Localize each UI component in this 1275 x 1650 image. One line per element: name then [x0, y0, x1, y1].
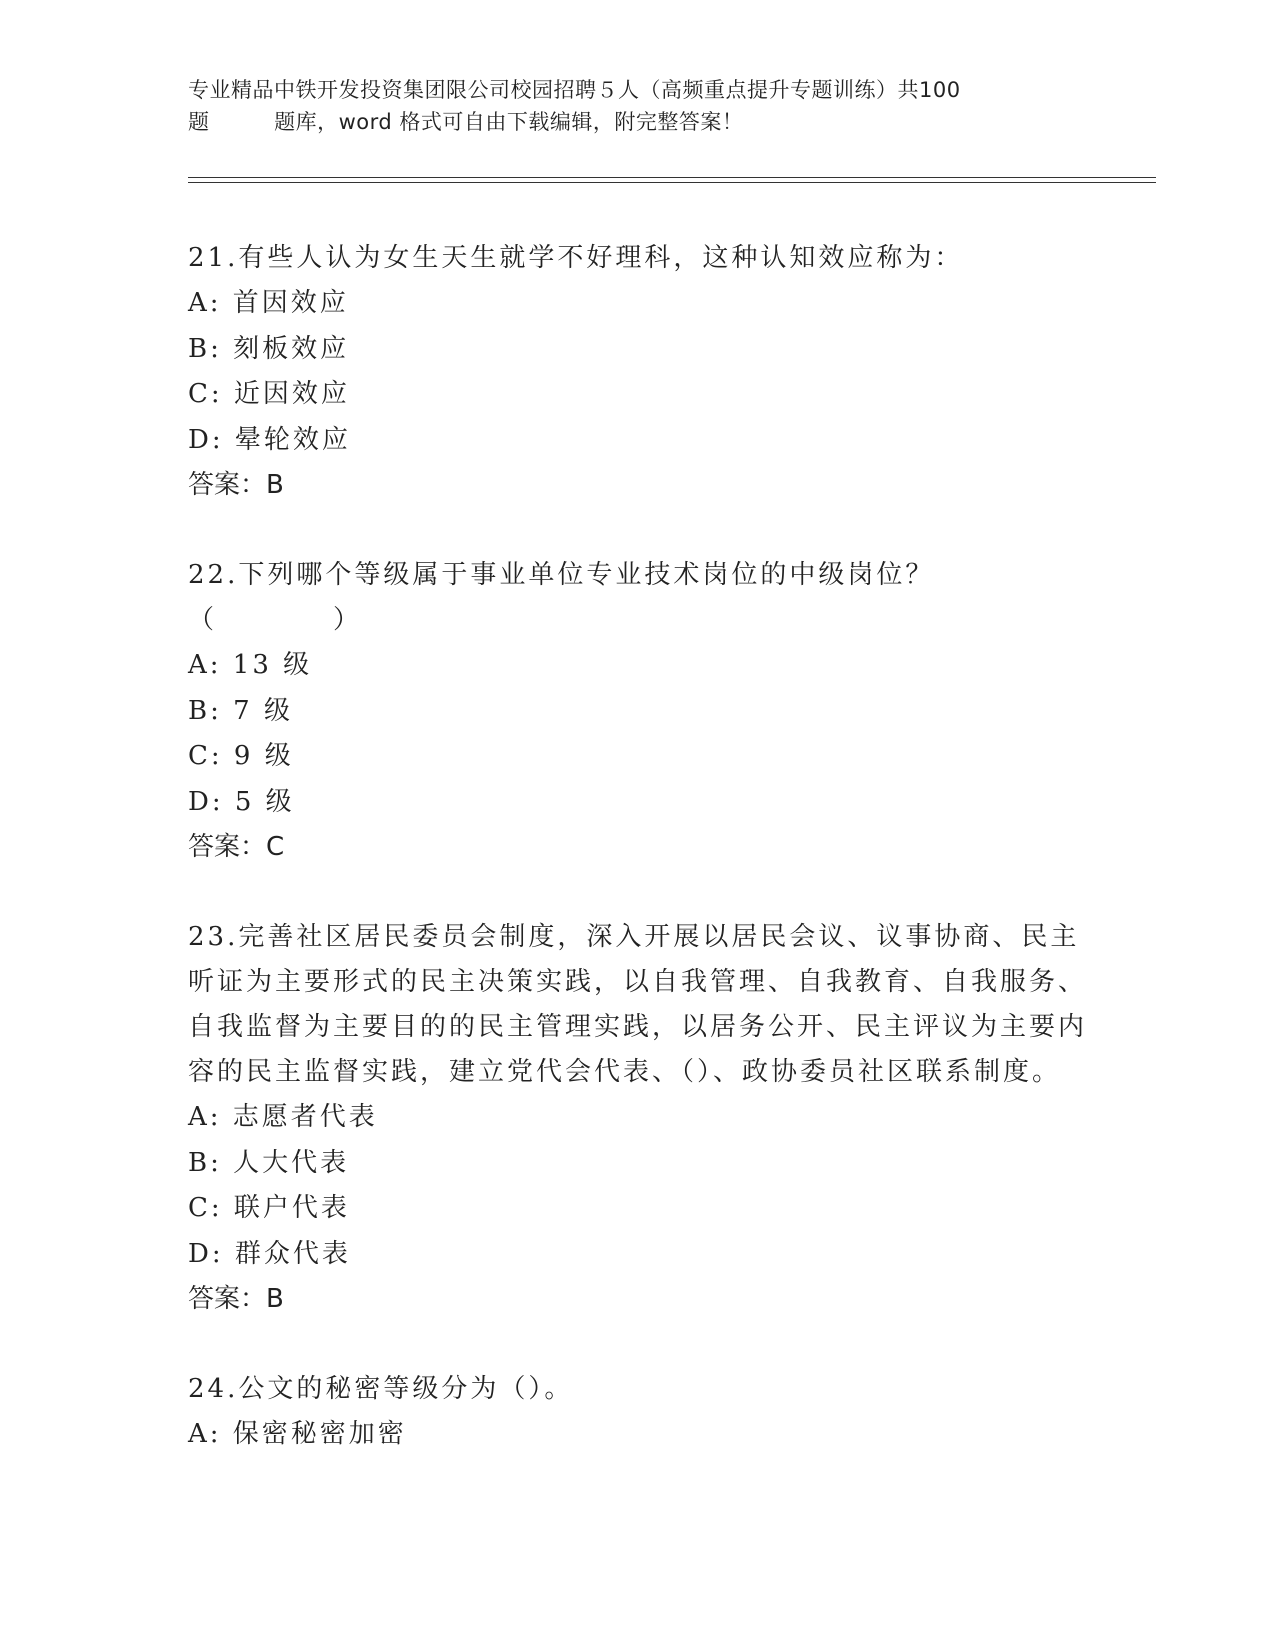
header-divider-top: [188, 177, 1156, 178]
option-c: C: 联户代表: [188, 1193, 350, 1223]
header-line-1: 专业精品中铁开发投资集团限公司校园招聘５人（高频重点提升专题训练）共100: [188, 78, 961, 102]
option-a: A: 13 级: [188, 650, 313, 680]
option-d: D: 群众代表: [188, 1238, 351, 1269]
question-text: 23.完善社区居民委员会制度，深入开展以居民会议、议事协商、民主听证为主要形式的民主决策实践，以自我管理、自我教育、自我服务、自我监督为主要目的的民主管理实践，以居务公开、民主评议为主要内容的民主监督实践，建立党代会代表、（）、政协委员社区联系制度。: [188, 922, 1088, 1087]
option-d: D: 晕轮效应: [188, 424, 351, 455]
option-c: C: 近因效应: [188, 379, 350, 409]
option-a: A: 志愿者代表: [188, 1102, 378, 1132]
header-line-2: 题 题库，word 格式可自由下载编辑，附完整答案！: [188, 110, 744, 134]
option-a: A: 首因效应: [188, 288, 349, 318]
document-header: [188, 74, 1088, 138]
answer-text: 答案：B: [188, 1284, 284, 1314]
question-21: [188, 236, 1088, 508]
option-b: B: 7 级: [188, 695, 293, 726]
option-d: D: 5 级: [188, 786, 295, 817]
option-c: C: 9 级: [188, 741, 294, 771]
answer-text: 答案：C: [188, 832, 285, 862]
question-23: [188, 915, 1088, 1322]
option-b: B: 人大代表: [188, 1147, 350, 1178]
option-b: B: 刻板效应: [188, 333, 350, 364]
question-text: 22.下列哪个等级属于事业单位专业技术岗位的中级岗位？（ ）: [188, 560, 935, 635]
answer-text: 答案：B: [188, 470, 284, 500]
header-divider-bottom: [188, 182, 1156, 183]
question-22: [188, 553, 1088, 870]
option-a: A: 保密秘密加密: [188, 1419, 407, 1449]
question-text: 21.有些人认为女生天生就学不好理科，这种认知效应称为：: [188, 243, 964, 273]
question-24: [188, 1367, 1088, 1458]
question-text: 24.公文的秘密等级分为（）。: [188, 1374, 574, 1404]
question-list: [188, 236, 1088, 1503]
